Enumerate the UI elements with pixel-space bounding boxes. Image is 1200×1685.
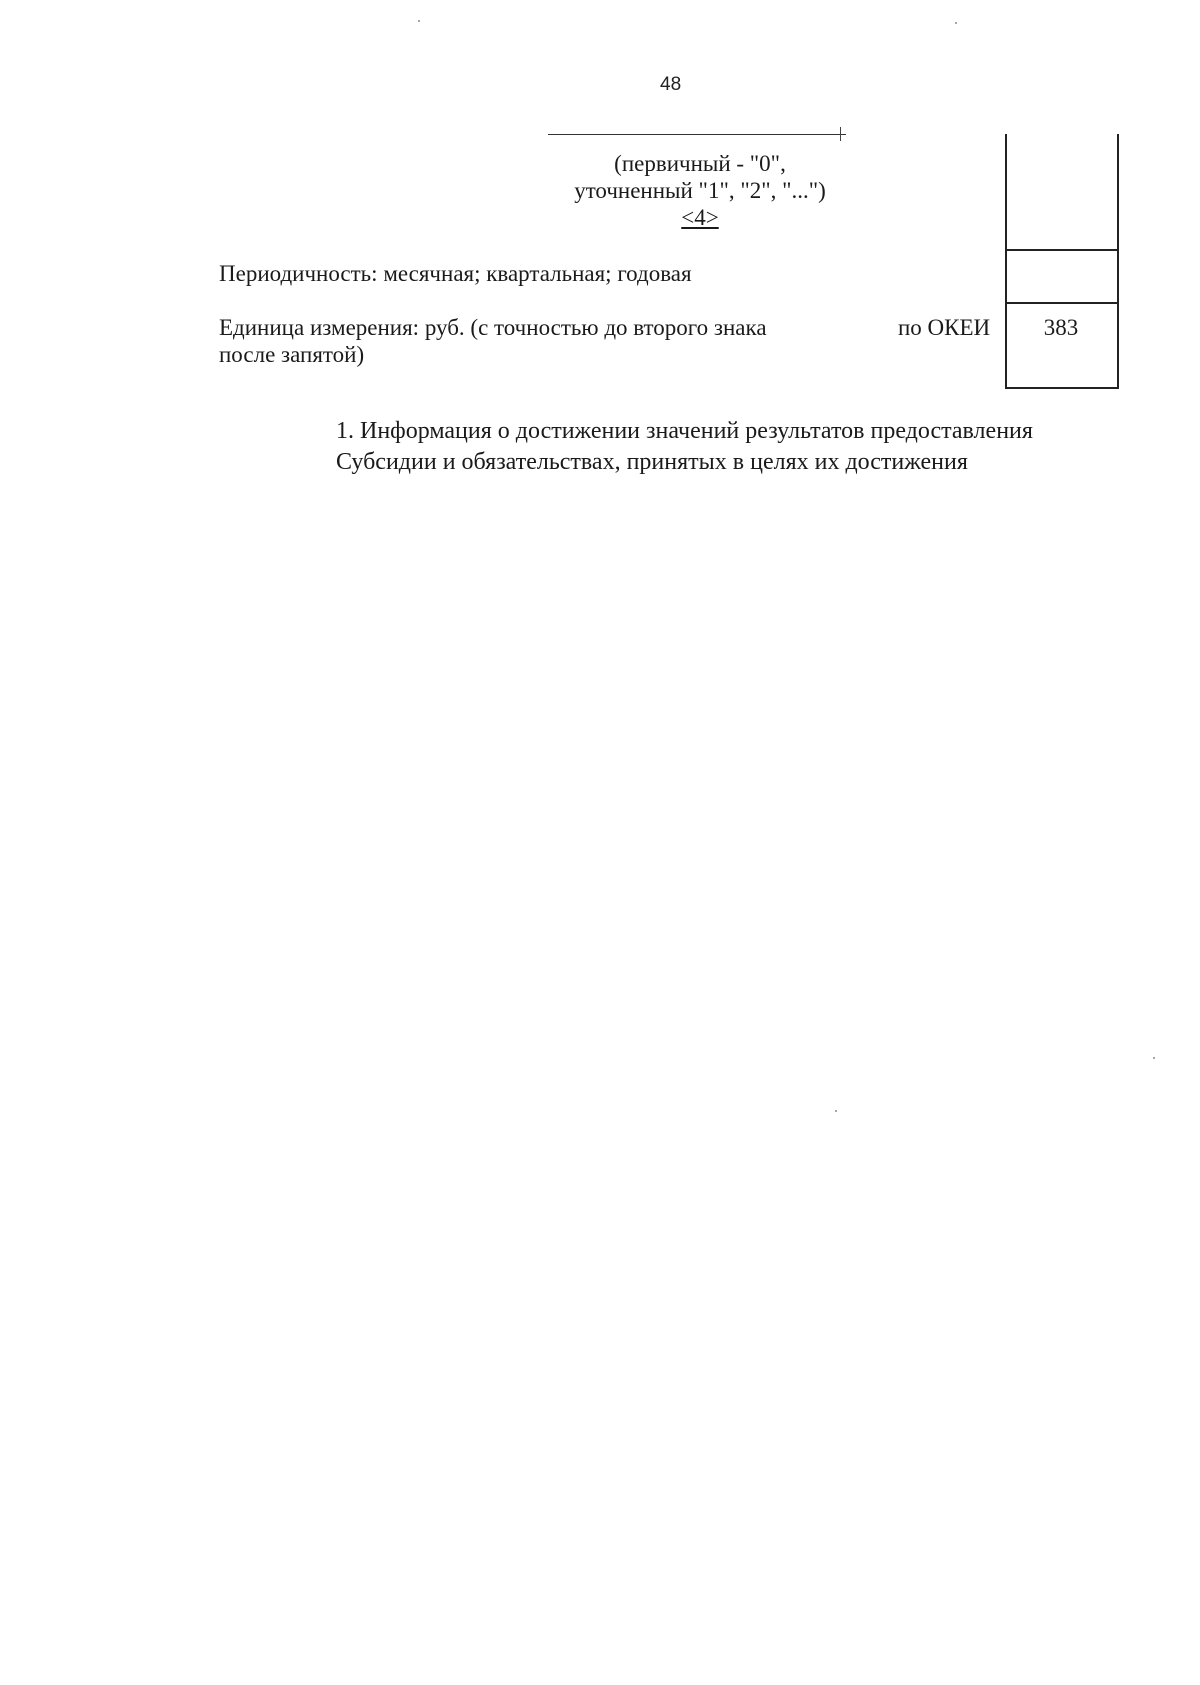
section-heading	[336, 416, 1116, 478]
grid-right-border	[1117, 134, 1119, 389]
page-number: 48	[660, 74, 682, 95]
top-rule	[548, 134, 846, 135]
periodicity-label: Периодичность: месячная; квартальная; годовая	[219, 261, 692, 286]
grid-divider-1	[1005, 249, 1118, 251]
unit-label-line-2: после запятой)	[219, 342, 365, 367]
scan-speck	[418, 20, 420, 22]
grid-left-border	[1005, 134, 1007, 389]
top-rule-tick	[840, 127, 841, 141]
version-line-2: уточненный "1", "2", "...")	[574, 178, 826, 203]
unit-label-line-1: Единица измерения: руб. (с точностью до второго знака	[219, 315, 767, 340]
section-heading-line-2: Субсидии и обязательствах, принятых в целях их достижения	[336, 449, 968, 475]
okei-code-cell: 383	[1043, 315, 1079, 340]
okei-label: по ОКЕИ	[898, 315, 991, 340]
footnote-ref: <4>	[681, 205, 719, 230]
grid-bottom-border	[1005, 387, 1118, 389]
scan-speck	[955, 22, 957, 24]
version-number-block	[540, 150, 860, 231]
scan-speck	[835, 1110, 837, 1112]
version-line-1: (первичный - "0",	[614, 151, 786, 176]
section-heading-line-1: 1. Информация о достижении значений результатов предоставления	[336, 418, 1033, 444]
scan-speck	[1153, 1057, 1155, 1059]
grid-divider-2	[1005, 302, 1118, 304]
